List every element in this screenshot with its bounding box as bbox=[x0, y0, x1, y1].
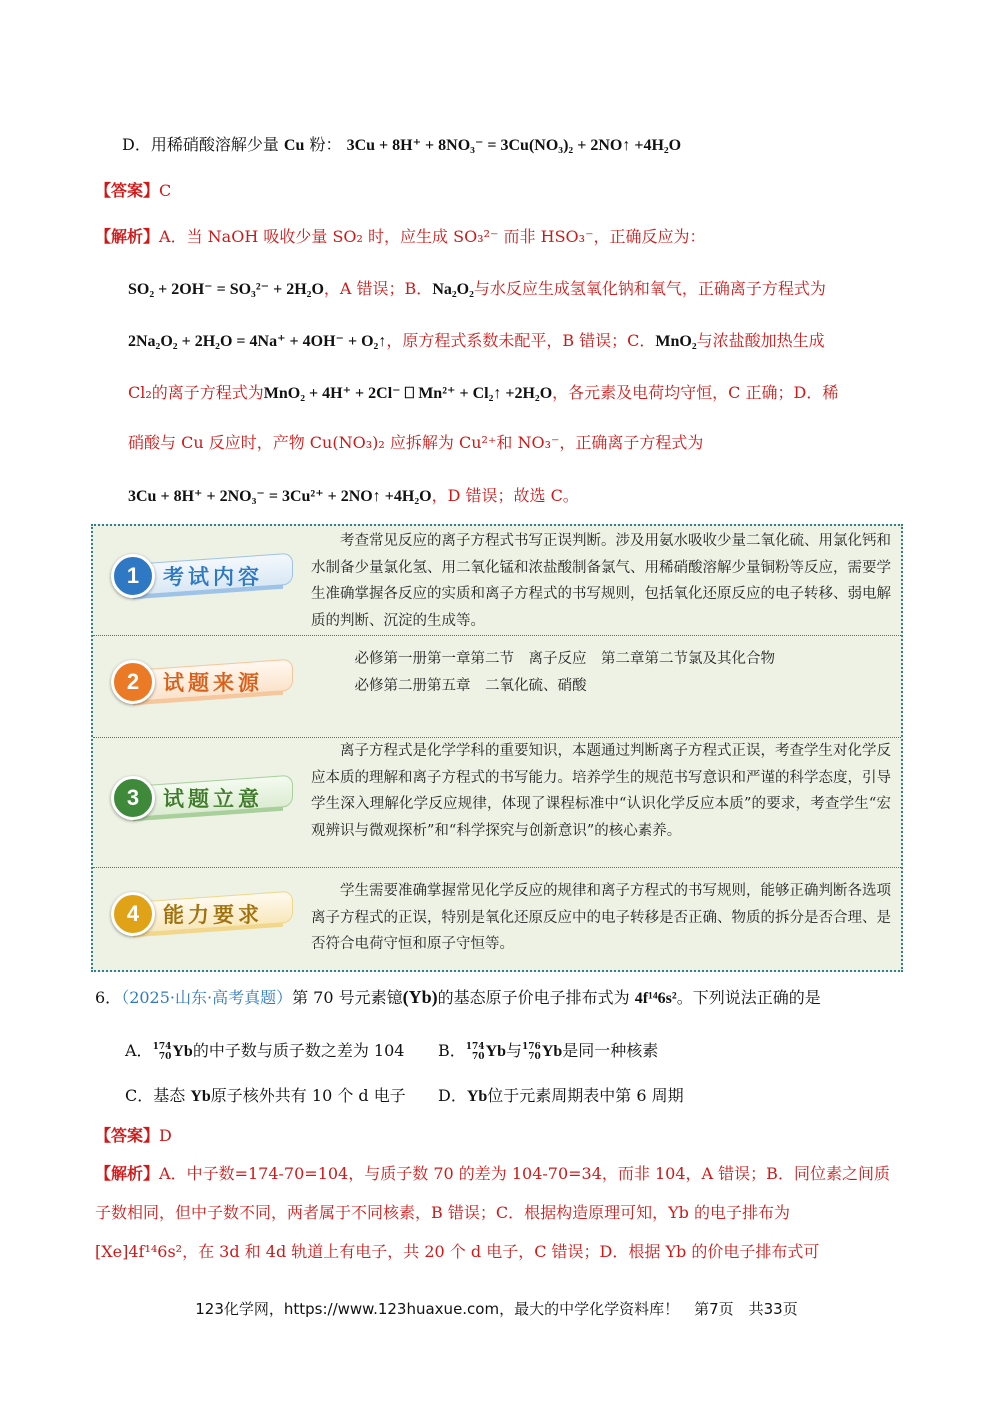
option-d bbox=[438, 1085, 684, 1108]
answer-value: C bbox=[159, 181, 172, 200]
option-d-equation: 3Cu + 8H⁺ + 8NO₃⁻ = 3Cu(NO₃)₂ + 2NO↑ +4H₂O bbox=[346, 137, 682, 154]
info-row-exam-content bbox=[93, 526, 901, 636]
question-text: 第 70 号元素镱 bbox=[292, 988, 403, 1007]
analysis-6-line-3: [Xe]4f¹⁴6s²，在 3d 和 4d 轨道上有电子，共 20 个 d 电子，C 错误；D．根据 Yb 的价电子排布式可 bbox=[95, 1242, 820, 1261]
answer-5 bbox=[95, 180, 171, 202]
mass-number: 176 bbox=[522, 1041, 541, 1052]
option-b-text: 是同一种核素 bbox=[562, 1041, 659, 1060]
page-footer: 123化学网，https://www.123huaxue.com，最大的中学化学资料库！ 第7页 共33页 bbox=[195, 1300, 798, 1318]
analysis-label: 【解析】 bbox=[95, 227, 160, 246]
formula-mno2: MnO₂ bbox=[655, 333, 697, 350]
analysis-text: 的离子方程式为 bbox=[151, 383, 264, 402]
analysis-5-line-1 bbox=[95, 226, 706, 248]
atomic-number: 70 bbox=[528, 1051, 541, 1062]
question-6-stem bbox=[95, 986, 821, 1010]
mass-number: 174 bbox=[465, 1041, 485, 1052]
option-d-mid: 粉： bbox=[304, 135, 342, 154]
analysis-label: 【解析】 bbox=[95, 1164, 160, 1183]
formula-yb: (Yb) bbox=[402, 987, 438, 1007]
badge-title: 试题来源 bbox=[163, 671, 263, 695]
question-source: （2025·山东·高考真题） bbox=[121, 988, 293, 1007]
analysis-text: ，D 错误；故选 C。 bbox=[431, 486, 579, 505]
nuclide-notation bbox=[153, 1042, 172, 1062]
analysis-text: A．中子数=174-70=104，与质子数 70 的差为 104-70=34，而非 104，A 错误；B．同位素之间质 bbox=[159, 1164, 890, 1183]
info-row-intent bbox=[93, 738, 901, 868]
info-row-ability bbox=[93, 868, 901, 970]
option-a-label: A． bbox=[125, 1041, 153, 1060]
equation-mno2: MnO₂ + 4H⁺ + 2Cl⁻ ⎕ Mn²⁺ + Cl₂↑ +2H₂O bbox=[263, 385, 553, 402]
option-c bbox=[125, 1085, 406, 1108]
analysis-5-line-5 bbox=[128, 432, 703, 454]
answer-6 bbox=[95, 1125, 172, 1147]
info-row-source bbox=[93, 636, 901, 738]
analysis-text: ，各元素及电荷均守恒，C 正确；D．稀 bbox=[552, 383, 839, 402]
option-b bbox=[438, 1040, 658, 1063]
option-b-label: B． bbox=[438, 1041, 466, 1060]
analysis-text: 与水反应生成氢氧化钠和氧气，正确离子方程式为 bbox=[473, 279, 826, 298]
analysis-text: A．当 NaOH 吸收少量 SO₂ 时，应生成 SO₃²⁻ 而非 HSO₃⁻，正确反应为： bbox=[159, 227, 706, 246]
answer-label: 【答案】 bbox=[95, 1126, 160, 1145]
badge-title: 试题立意 bbox=[163, 787, 263, 811]
info-text: 学生需要准确掌握常见化学反应的规律和离子方程式的书写规则，能够正确判断各选项离子方程式的正误，特别是氧化还原反应中的电子转移是否正确、物质的拆分是否合理、是否符合电荷守恒和原子守恒等。 bbox=[311, 883, 891, 952]
badge-number: 2 bbox=[111, 660, 155, 704]
element-symbol: Yb bbox=[485, 1043, 507, 1060]
atomic-number: 70 bbox=[472, 1051, 485, 1062]
option-c-text: 原子核外共有 10 个 d 电子 bbox=[210, 1086, 406, 1105]
question-number: 6． bbox=[95, 988, 122, 1007]
analysis-6-line-2: 子数相同，但中子数不同，两者属于不同核素，B 错误；C．根据构造原理可知，Yb 的电子排布为 bbox=[95, 1203, 790, 1222]
badge-number: 3 bbox=[111, 776, 155, 820]
analysis-5-line-4 bbox=[128, 382, 838, 405]
element-symbol: Yb bbox=[541, 1043, 563, 1060]
analysis-text: 与浓盐酸加热生成 bbox=[696, 331, 825, 350]
option-d-label: D． bbox=[438, 1086, 467, 1105]
badge-number: 4 bbox=[111, 892, 155, 936]
nuclide-notation bbox=[466, 1042, 485, 1062]
analysis-5-line-2 bbox=[128, 278, 826, 301]
info-text: 必修第一册第一章第二节 离子反应 第二章第二节氯及其化合物 必修第二册第五章 二氧化硫、硝酸 bbox=[354, 651, 775, 694]
element-symbol: Yb bbox=[172, 1043, 193, 1060]
question-info-table bbox=[91, 524, 903, 972]
option-a bbox=[125, 1040, 404, 1063]
equation-cu: 3Cu + 8H⁺ + 2NO₃⁻ = 3Cu²⁺ + 2NO↑ +4H₂O bbox=[128, 488, 432, 505]
badge-number: 1 bbox=[111, 554, 155, 598]
option-d-cu: Cu bbox=[283, 137, 305, 154]
info-text: 离子方程式是化学学科的重要知识，本题通过判断离子方程式正误，考查学生对化学反应本质的理解和离子方程式的书写能力。培养学生的规范书写意识和严谨的科学态度，引导学生深入理解化学反应规律，体现了课程标准中“认识化学反应本质”的要求，考查学生“宏观辨识与微观探析”和“科学探究与创新意识”的核心素养。 bbox=[311, 743, 891, 839]
question-text: 的基态原子价电子排布式为 bbox=[437, 988, 635, 1007]
question-text: 。下列说法正确的是 bbox=[676, 988, 821, 1007]
element-symbol: Yb bbox=[466, 1088, 488, 1105]
badge-title: 能力要求 bbox=[163, 903, 263, 927]
analysis-text: ，原方程式系数未配平，B 错误；C． bbox=[386, 331, 656, 350]
electron-config: 4f¹⁴6s² bbox=[634, 990, 677, 1007]
formula-na2o2: Na₂O₂ bbox=[432, 281, 474, 298]
mass-number: 174 bbox=[152, 1041, 172, 1052]
option-d-prefix: D．用稀硝酸溶解少量 bbox=[122, 135, 284, 154]
analysis-text: 硝酸与 Cu 反应时，产物 Cu(NO₃)₂ 应拆解为 Cu²⁺和 NO₃⁻，正确离子方程式为 bbox=[128, 433, 704, 452]
equation-so2: SO₂ + 2OH⁻ = SO₃²⁻ + 2H₂O bbox=[128, 281, 324, 298]
analysis-6-line-1 bbox=[95, 1163, 890, 1185]
analysis-5-line-6 bbox=[128, 485, 579, 508]
analysis-5-line-3 bbox=[128, 330, 825, 353]
nuclide-notation bbox=[522, 1042, 541, 1062]
answer-label: 【答案】 bbox=[95, 181, 160, 200]
badge-title: 考试内容 bbox=[163, 565, 263, 589]
equation-na2o2: 2Na₂O₂ + 2H₂O = 4Na⁺ + 4OH⁻ + O₂↑ bbox=[128, 333, 387, 350]
info-text: 考查常见反应的离子方程式书写正误判断。涉及用氨水吸收少量二氧化硫、用氯化钙和水制备少量氯化氢、用二氧化锰和浓盐酸制备氯气、用稀硝酸溶解少量铜粉等反应，需要学生准确掌握各反应的实质和离子方程式的书写规则，包括氧化还原反应的电子转移、弱电解质的判断、沉淀的生成等。 bbox=[311, 533, 891, 629]
option-a-text: 的中子数与质子数之差为 104 bbox=[192, 1041, 405, 1060]
option-d-text: 位于元素周期表中第 6 周期 bbox=[487, 1086, 684, 1105]
analysis-text: ，A 错误；B． bbox=[323, 279, 433, 298]
formula-cl2: Cl₂ bbox=[128, 383, 152, 402]
option-c-label: C．基态 bbox=[125, 1086, 191, 1105]
atomic-number: 70 bbox=[158, 1051, 172, 1062]
option-d-prev bbox=[122, 134, 681, 157]
option-b-text: 与 bbox=[506, 1041, 523, 1060]
answer-value: D bbox=[159, 1126, 172, 1145]
element-symbol: Yb bbox=[190, 1088, 211, 1105]
